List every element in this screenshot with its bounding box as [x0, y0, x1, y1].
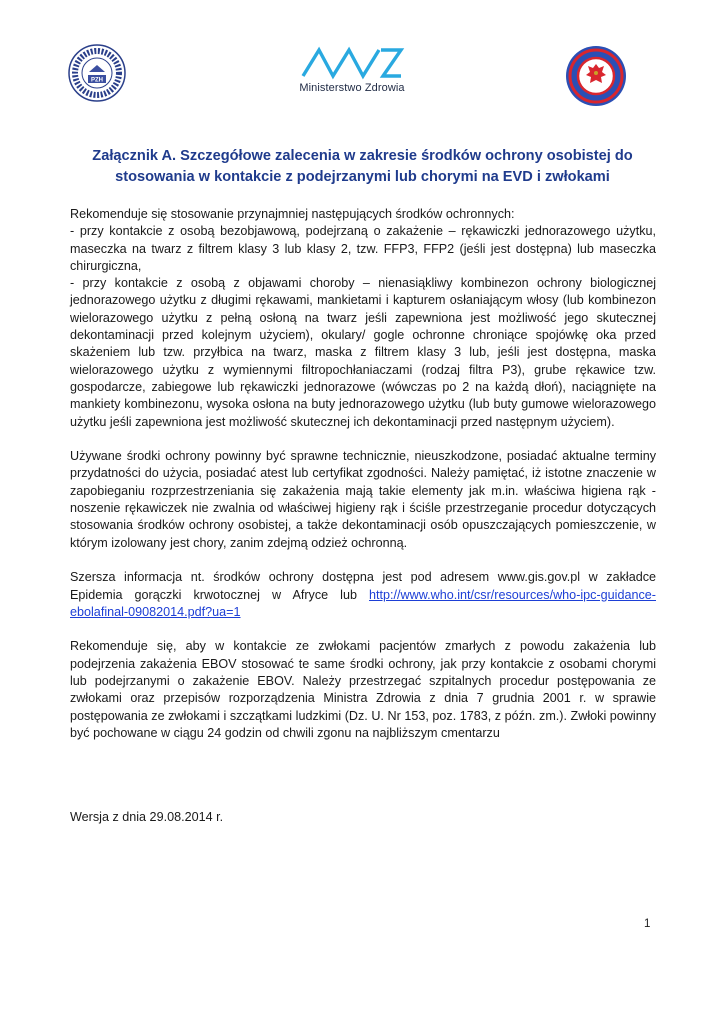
- who-guidance-link[interactable]: http://www.who.int/csr/resources/who-ipc-guidance-ebolafinal-09082014.pdf?ua=1: [70, 587, 656, 619]
- list-item-asymptomatic: - przy kontakcie z osobą bezobjawową, podejrzaną o zakażenie – rękawiczki jednorazowego użytku, maseczka na twarz z filtrem klasy 3 lub klasy 2, tzw. FFP3, FFP2 (jeśli jest dostępna) lub maseczka chirurgiczna,: [70, 224, 656, 273]
- usage-paragraph: Używane środki ochrony powinny być sprawne technicznie, nieuszkodzone, posiadać aktualne terminy przydatności do użycia, posiadać atest lub certyfikat zgodności. Należy pamiętać, iż istotne znaczenie w zapobieganiu rozprzestrzeniania się zakażenia mają takie elementy jak m.in. właściwa higiena rąk - noszenie rękawiczek nie zwalnia od właściwej higieny rąk i ściśle przestrzeganie procedur dotyczących stosowania środków ochrony osobistej, a także dekontaminacji osób opuszczających pomieszczenie, w którym izolowany jest chory, zanim zdejmą odzież ochronną.: [70, 449, 656, 550]
- info-paragraph: [70, 569, 656, 621]
- gis-eagle-seal-icon: [564, 44, 628, 108]
- list-item-symptomatic: - przy kontakcie z osobą z objawami choroby – nienasiąkliwy kombinezon ochrony biologicznej jednorazowego użytku z długimi rękawami, mankietami i kapturem osłaniającym włosy (lub kombinezon wielorazowego użytku z pełną osłoną na twarz jeśli zapewniona jest możliwość jego skutecznej dekontaminacji przed kolejnym użyciem), okulary/ gogle ochronne chroniące spojówkę oka przed skażeniem lub tzw. przyłbica na twarz, maska z filtrem klasy 3 lub, jeśli jest dostępna, maska wielorazowego użytku z wymiennymi filtropochłaniaczami (rodzaj filtra P3), grube rękawice tzw. gospodarcze, zabiegowe lub rękawiczki jednorazowe (wówczas po 2 na każdą dłoń), naciągnięte na mankiety kombinezonu, wysoka osłona na buty jednorazowego użytku (lub buty gumowe wielorazowego użytku jeśli zapewniona jest możliwość skutecznej ich dekontaminacji przed następnym użyciem).: [70, 276, 656, 429]
- page-number: 1: [644, 918, 651, 930]
- intro-paragraph: Rekomenduje się stosowanie przynajmniej następujących środków ochronnych:: [70, 207, 515, 221]
- ministry-name: Ministerstwo Zdrowia: [299, 82, 405, 94]
- document-body: [70, 206, 656, 742]
- title-line-1: Załącznik A. Szczegółowe zalecenia w zakresie środków ochrony osobistej do: [92, 148, 633, 164]
- mz-wave-logo-icon: [297, 40, 407, 80]
- info-text: Szersza informacja nt. środków ochrony dostępna jest pod adresem www.gis.gov.pl w zakładce Epidemia gorączki krwotocznej w Afryce lub: [70, 570, 656, 602]
- title-line-2: stosowania w kontakcie z podejrzanymi lub chorymi na EVD i zwłokami: [115, 169, 610, 185]
- ministry-logo: [288, 40, 416, 104]
- bodies-paragraph: Rekomenduje się, aby w kontakcie ze zwłokami pacjentów zmarłych z powodu zakażenia lub podejrzenia zakażenia EBOV stosować te same środki ochrony, jak przy kontakcie z osobami chorymi lub podejrzanymi o zakażenie EBOV. Należy przestrzegać szpitalnych procedur postępowania ze zwłokami oraz przepisów rozporządzenia Ministra Zdrowia z dnia 7 grudnia 2001 r. w sprawie postępowania ze zwłokami i szczątkami ludzkimi (Dz. U. Nr 153, poz. 1783, z późn. zm.). Zwłoki powinny być pochowane w ciągu 24 godzin od chwili zgonu na najbliższym cmentarzu: [70, 639, 656, 740]
- document-title: [70, 146, 655, 188]
- pzh-institute-seal-icon: [68, 44, 126, 102]
- version-date: Wersja z dnia 29.08.2014 r.: [70, 810, 224, 824]
- pzh-seal-text: PZH: [91, 77, 103, 84]
